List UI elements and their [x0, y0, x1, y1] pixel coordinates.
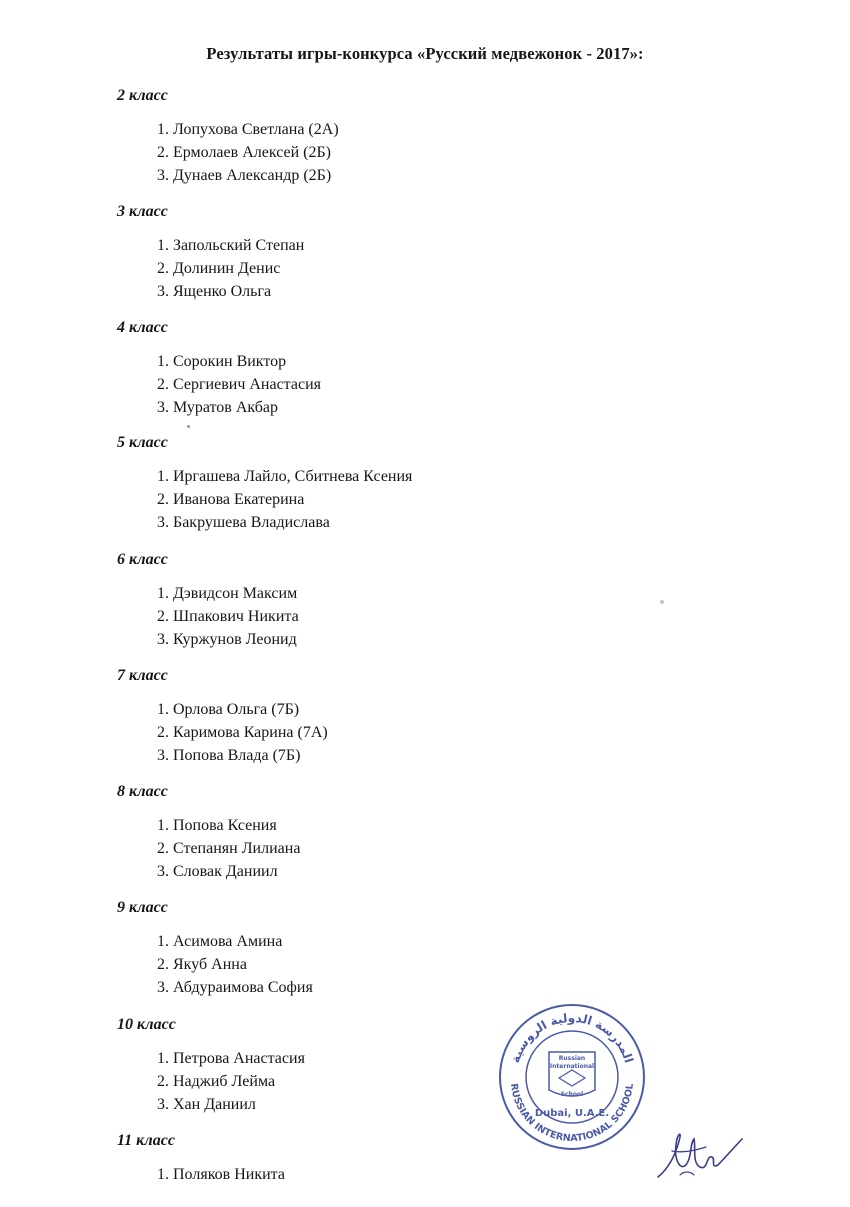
grade-heading: 11 класс [117, 1132, 175, 1149]
winners-list [117, 1163, 285, 1186]
list-item [117, 860, 300, 883]
list-item [117, 164, 339, 187]
list-item [117, 1093, 305, 1116]
list-item-number: 3. [157, 1096, 169, 1113]
list-item-name: Хан Даниил [173, 1096, 256, 1113]
list-item-number: 2. [157, 144, 169, 161]
list-item-number: 1. [157, 353, 169, 370]
grade-heading: 3 класс [117, 203, 168, 220]
grade-heading: 2 класс [117, 87, 168, 104]
list-item-number: 2. [157, 840, 169, 857]
list-item-name: Ермолаев Алексей (2Б) [173, 144, 332, 161]
scan-speck [660, 600, 664, 604]
list-item [117, 1047, 305, 1070]
list-item-number: 3. [157, 283, 169, 300]
grade-heading: 8 класс [117, 783, 168, 800]
list-item-name: Лопухова Светлана (2А) [173, 121, 339, 138]
winners-list [117, 234, 304, 303]
grade-heading: 4 класс [117, 319, 168, 336]
list-item-name: Поляков Никита [173, 1166, 285, 1183]
winners-list [117, 930, 313, 999]
list-item-number: 1. [157, 468, 169, 485]
list-item-name: Дэвидсон Максим [173, 585, 298, 602]
list-item [117, 744, 328, 767]
winners-list [117, 814, 300, 883]
list-item-number: 2. [157, 1073, 169, 1090]
stamp-arabic-text: المدرسة الدولية الروسية [508, 1010, 636, 1065]
grade-section [117, 898, 313, 999]
list-item-name: Бакрушева Владислава [173, 514, 330, 531]
list-item-name: Каримова Карина (7А) [173, 724, 328, 741]
grade-heading: 7 класс [117, 667, 168, 684]
list-item-number: 2. [157, 956, 169, 973]
list-item-name: Шпакович Никита [173, 608, 299, 625]
list-item-name: Якуб Анна [173, 956, 247, 973]
list-item-name: Дунаев Александр (2Б) [173, 167, 332, 184]
list-item-number: 1. [157, 933, 169, 950]
list-item-name: Иванова Екатерина [173, 491, 305, 508]
list-item [117, 373, 321, 396]
list-item [117, 350, 321, 373]
list-item [117, 582, 299, 605]
list-item-number: 3. [157, 631, 169, 648]
grade-section [117, 86, 339, 187]
winners-list [117, 698, 328, 767]
list-item-number: 2. [157, 491, 169, 508]
list-item-number: 3. [157, 399, 169, 416]
school-stamp [497, 1002, 647, 1152]
list-item-name: Запольский Степан [173, 237, 305, 254]
winners-list [117, 350, 321, 419]
list-item-number: 1. [157, 237, 169, 254]
list-item-name: Орлова Ольга (7Б) [173, 701, 300, 718]
list-item-name: Степанян Лилиана [173, 840, 301, 857]
list-item [117, 837, 300, 860]
grade-heading: 9 класс [117, 899, 168, 916]
list-item [117, 511, 412, 534]
list-item [117, 1163, 285, 1186]
grade-heading: 5 класс [117, 434, 168, 451]
list-item [117, 118, 339, 141]
list-item-number: 2. [157, 376, 169, 393]
list-item-number: 2. [157, 260, 169, 277]
winners-list [117, 1047, 305, 1116]
list-item-number: 3. [157, 747, 169, 764]
list-item-name: Куржунов Леонид [173, 631, 297, 648]
list-item-name: Асимова Амина [173, 933, 283, 950]
grade-section [117, 666, 328, 767]
list-item-name: Иргашева Лайло, Сбитнева Ксения [173, 468, 413, 485]
list-item [117, 930, 313, 953]
list-item [117, 280, 304, 303]
grade-section [117, 782, 300, 883]
list-item [117, 141, 339, 164]
stamp-english-text: RUSSIAN INTERNATIONAL SCHOOL [508, 1082, 636, 1145]
list-item [117, 698, 328, 721]
list-item-name: Ященко Ольга [173, 283, 272, 300]
stamp-location: Dubai, U.A.E. [534, 1108, 610, 1119]
list-item-number: 2. [157, 724, 169, 741]
list-item-number: 3. [157, 979, 169, 996]
winners-list [117, 118, 339, 187]
stamp-inner-top: Russian [558, 1055, 586, 1062]
list-item-name: Петрова Анастасия [173, 1050, 305, 1067]
list-item-name: Попова Ксения [173, 817, 277, 834]
list-item [117, 721, 328, 744]
list-item [117, 628, 299, 651]
list-item [117, 976, 313, 999]
list-item-name: Наджиб Лейма [173, 1073, 276, 1090]
grade-section [117, 202, 304, 303]
list-item-name: Попова Влада (7Б) [173, 747, 301, 764]
list-item-number: 1. [157, 817, 169, 834]
list-item-number: 3. [157, 863, 169, 880]
stamp-inner-bottom: School [560, 1091, 584, 1098]
signature [650, 1125, 745, 1185]
winners-list [117, 465, 412, 534]
list-item-name: Сорокин Виктор [173, 353, 287, 370]
grade-heading: 10 класс [117, 1016, 176, 1033]
list-item-number: 1. [157, 701, 169, 718]
list-item [117, 605, 299, 628]
list-item-number: 2. [157, 608, 169, 625]
list-item-name: Муратов Акбар [173, 399, 279, 416]
list-item-name: Словак Даниил [173, 863, 278, 880]
grade-section [117, 550, 299, 651]
list-item [117, 488, 412, 511]
grade-section [117, 1131, 285, 1186]
list-item [117, 396, 321, 419]
grade-section [117, 1015, 305, 1116]
list-item [117, 257, 304, 280]
list-item [117, 234, 304, 257]
winners-list [117, 582, 299, 651]
list-item-name: Сергиевич Анастасия [173, 376, 321, 393]
list-item [117, 814, 300, 837]
list-item-number: 1. [157, 1050, 169, 1067]
list-item-number: 1. [157, 1166, 169, 1183]
list-item-number: 1. [157, 121, 169, 138]
grade-section [117, 318, 321, 419]
list-item-name: Абдураимова София [173, 979, 313, 996]
grade-section [117, 433, 412, 534]
list-item-number: 1. [157, 585, 169, 602]
scan-speck [187, 425, 190, 428]
list-item-number: 3. [157, 167, 169, 184]
list-item-name: Долинин Денис [173, 260, 281, 277]
list-item-number: 3. [157, 514, 169, 531]
stamp-inner-mid: International [549, 1063, 595, 1070]
grade-heading: 6 класс [117, 551, 168, 568]
list-item [117, 465, 412, 488]
list-item [117, 953, 313, 976]
list-item [117, 1070, 305, 1093]
document-title: Результаты игры-конкурса «Русский медвежонок - 2017»: [206, 44, 644, 63]
